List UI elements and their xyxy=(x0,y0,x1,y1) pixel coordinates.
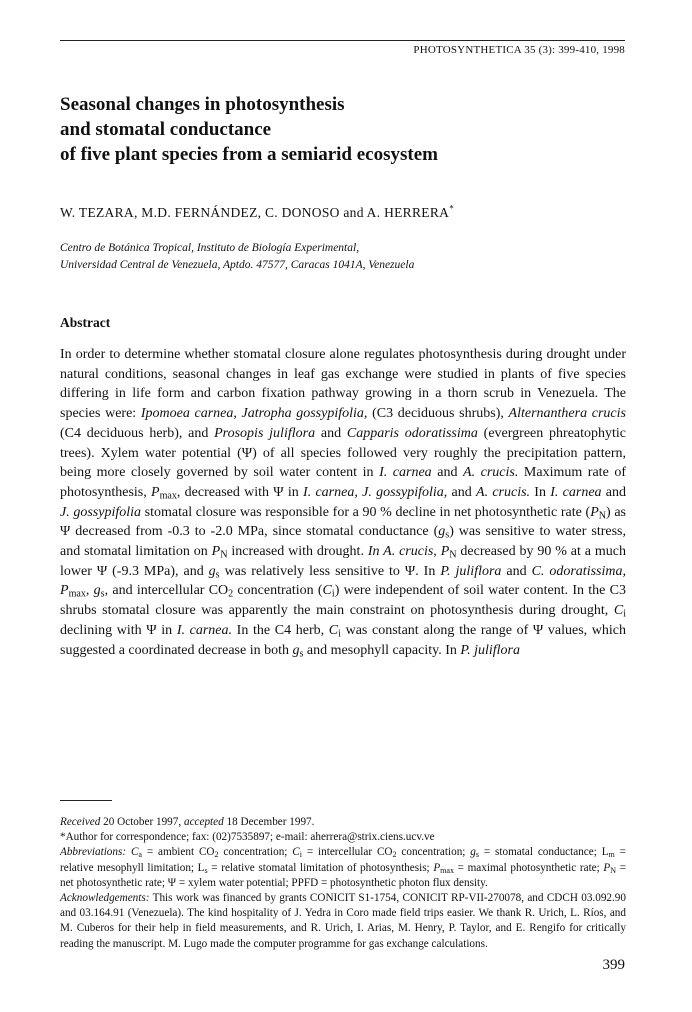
species-name: Ipomoea carnea, Jatropha gossypifolia, xyxy=(140,406,368,422)
species-name: Capparis odoratissima xyxy=(346,425,478,441)
abbreviations: Abbreviations: $C_a$ = ambient $CO_2$ concentration; $C_i$ = intercellular $CO_2$ concentration; $g_s$ = stomatal conductance; $L_m$ = relative mesophyll limitation; $L_s$ = relative stomatal limitation of photosynthesis; $P_{max}$ = maximal photosynthetic rate; $P_N$ = net photosynthetic rate; Ψ = xylem water potential; PPFD = photosynthetic photon flux density. xyxy=(60,846,627,889)
author-list xyxy=(60,205,454,221)
top-rule xyxy=(60,40,625,41)
species-name: J. gossypifolia xyxy=(60,504,142,520)
abstract-body: In order to determine whether stomatal closure alone regulates photosynthesis during drought under natural conditions, seasonal changes in leaf gas exchange were studied in plants of five species differing in life form and carbon fixation pathway growing in a thorn scrub in Venezuela. The species were: Ipomoea carnea, Jatropha gossypifolia, (C3 deciduous shrubs), Alternanthera crucis (C4 deciduous herb), and Prosopis juliflora and Capparis odoratissima (evergreen phreatophytic trees). Xylem water potential (Ψ) of all species followed very roughly the precipitation pattern, being more closely governed by soil water content in I. carnea and A. crucis. Maximum rate of photosynthesis, $P_{max}$, decreased with Ψ in I. carnea, J. gossypifolia, and A. crucis. In I. carnea and J. gossypifolia stomatal closure was responsible for a 90 % decline in net photosynthetic rate $(P_N)$ as Ψ decreased from -0.3 to -2.0 MPa, since stomatal conductance $(g_s)$ was sensitive to water stress, and stomatal limitation on $P_N$ increased with drought. In A. crucis, $P_N$ decreased by 90 % at a much lower Ψ (-9.3 MPa), and $g_s$ was relatively less sensitive to Ψ. In P. juliflora and C. odoratissima, $P_{max}$, $g_s$, and intercellular $CO_2$ concentration $(C_i)$ were independent of soil water content. In the C3 shrubs stomatal closure was apparently the main constraint on photosynthesis during drought, $C_i$ declining with Ψ in I. carnea. In the C4 herb, $C_i$ was constant along the range of Ψ values, which suggested a coordinated decrease in both $g_s$ and mesophyll capacity. In P. juliflora xyxy=(60,347,627,660)
species-name: I. carnea. xyxy=(176,622,233,638)
authors-text: W. TEZARA, M.D. FERNÁNDEZ, C. DONOSO and A. HERRERA xyxy=(60,205,450,220)
affiliation xyxy=(60,240,414,274)
species-name: I. carnea xyxy=(379,465,432,481)
species-name: Alternanthera crucis xyxy=(508,406,626,422)
acknowledgements xyxy=(60,891,626,952)
received-label: Received xyxy=(60,816,101,828)
species-name: In A. crucis, xyxy=(367,544,437,560)
footnote-rule xyxy=(60,800,112,801)
page-number: 399 xyxy=(602,957,625,973)
affiliation-line-1: Centro de Botánica Tropical, Instituto de Biología Experimental, xyxy=(60,242,360,254)
accepted-date: 18 December 1997. xyxy=(226,816,315,828)
affiliation-line-2: Universidad Central de Venezuela, Aptdo. 47577, Caracas 1041A, Venezuela xyxy=(60,259,415,271)
received-date: 20 October 1997, xyxy=(103,816,182,828)
correspondence-mark: * xyxy=(449,203,454,214)
species-name: P. juliflora xyxy=(460,642,521,658)
title-line-3: of five plant species from a semiarid ecosystem xyxy=(60,144,438,165)
acknowledgements-label: Acknowledgements: xyxy=(60,892,150,905)
species-name: J. gossypifolia, xyxy=(362,484,448,500)
species-name: Prosopis juliflora xyxy=(214,425,316,441)
species-name: A. crucis. xyxy=(463,465,519,481)
article-title xyxy=(60,92,620,167)
species-name: P. juliflora xyxy=(440,563,502,579)
footnotes xyxy=(60,815,626,952)
abstract-heading: Abstract xyxy=(60,315,111,330)
received-line xyxy=(60,815,626,830)
species-name: C. odoratissima, xyxy=(531,563,626,579)
species-name: A. crucis. xyxy=(476,484,531,500)
title-line-1: Seasonal changes in photosynthesis xyxy=(60,94,345,115)
abbreviations-label: Abbreviations: xyxy=(60,846,127,859)
accepted-label: accepted xyxy=(183,816,224,828)
running-head: PHOTOSYNTHETICA 35 (3): 399-410, 1998 xyxy=(413,44,625,56)
correspondence-line: *Author for correspondence; fax: (02)7535897; e-mail: aherrera@strix.ciens.ucv.ve xyxy=(60,831,435,844)
species-name: I. carnea xyxy=(550,484,602,500)
species-name: I. carnea, xyxy=(303,484,358,500)
title-line-2: and stomatal conductance xyxy=(60,119,272,140)
acknowledgements-text: This work was financed by grants CONICIT S1-1754, CONICIT RP-VII-270078, and CDCH 03.092.90 and 03.164.91 (Venezuela). The kind hospitality of J. Yedra in Coro made field trips easier. We thank R. Urich, L. Ríos, and M. Cuberos for their help in field measurements, and R. Urich, I. Arias, M. Henry, P. Taylor, and E. Rengifo for critically reading the manuscript. M. Lugo made the computer programme for gas exchange calculations. xyxy=(60,892,626,950)
